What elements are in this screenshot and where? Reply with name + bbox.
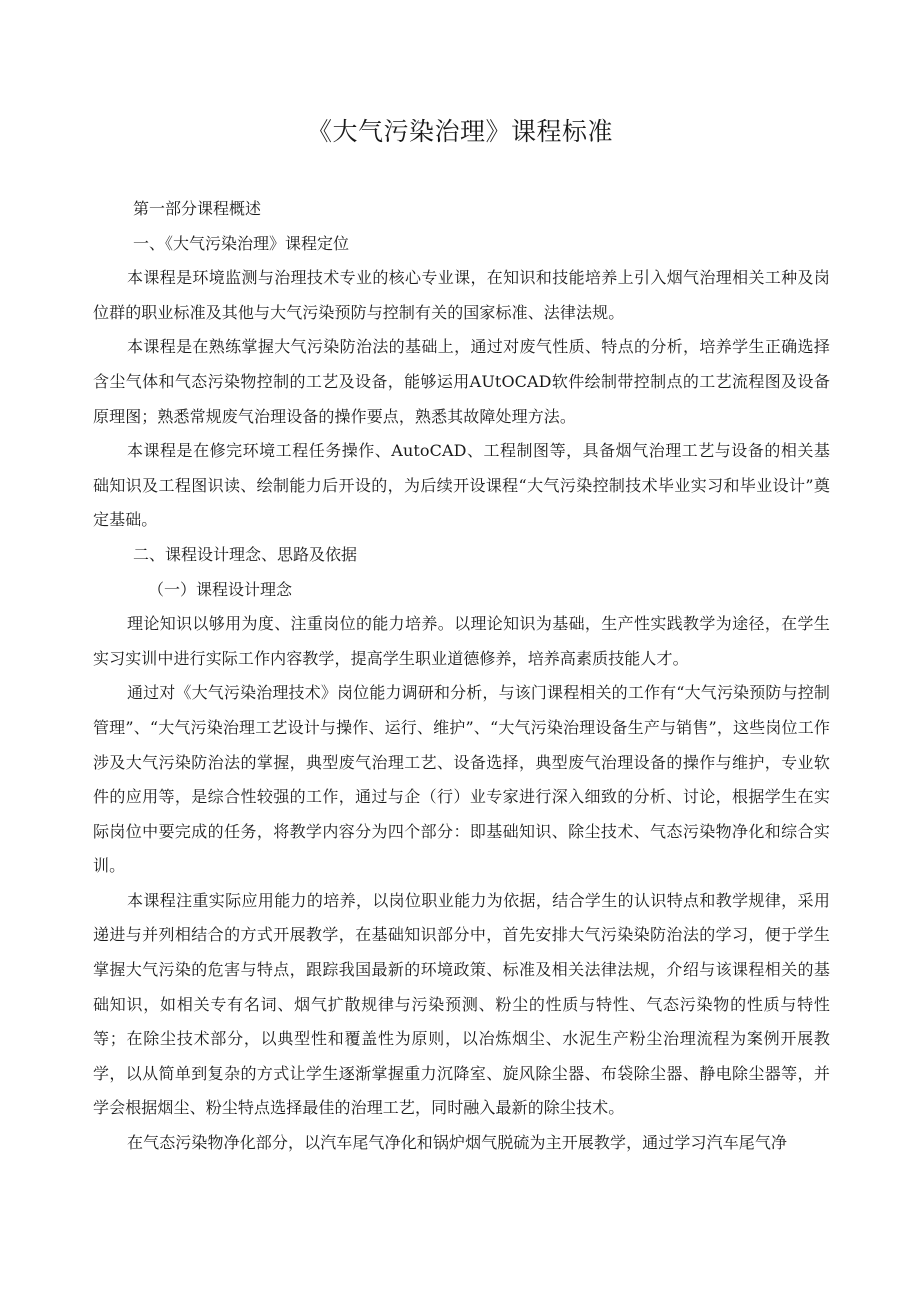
section-heading-course-positioning: 一、《大气污染治理》课程定位 <box>133 233 350 253</box>
section-heading-design-concept: 二、课程设计理念、思路及依据 <box>133 544 358 564</box>
paragraph: 理论知识以够用为度、注重岗位的能力培养。以理论知识为基础，生产性实践教学为途径，在学生实习实训中进行实际工作内容教学，提高学生职业道德修养，培养高素质技能人才。 <box>93 614 830 668</box>
paragraph: 通过对《大气污染治理技术》岗位能力调研和分析，与该门课程相关的工作有“大气污染预防与控制管理”、“大气污染治理工艺设计与操作、运行、维护”、“大气污染治理设备生产与销售”，这些岗位工作涉及大气污染防治法的掌握，典型废气治理工艺、设备选择，典型废气治理设备的操作与维护，专业软件的应用等，是综合性较强的工作，通过与企（行）业专家进行深入细致的分析、讨论，根据学生在实际岗位中要完成的任务，将教学内容分为四个部分：即基础知识、除尘技术、气态污染物净化和综合实训。 <box>93 683 830 876</box>
part-heading: 第一部分课程概述 <box>133 199 262 218</box>
document-title: 《大气污染治理》课程标准 <box>306 117 613 146</box>
document-body <box>93 192 830 1161</box>
paragraph: 本课程是在熟练掌握大气污染防治法的基础上，通过对废气性质、特点的分析，培养学生正确选择含尘气体和气态污染物控制的工艺及设备，能够运用AUtOCAD软件绘制带控制点的工艺流程图及设备原理图；熟悉常规废气治理设备的操作要点，熟悉其故障处理方法。 <box>93 337 830 426</box>
subsection-heading: （一）课程设计理念 <box>148 579 293 599</box>
paragraph: 本课程是在修完环境工程任务操作、AutoCAD、工程制图等，具备烟气治理工艺与设备的相关基础知识及工程图识读、绘制能力后开设的，为后续开设课程“大气污染控制技术毕业实习和毕业设计”奠定基础。 <box>93 441 830 530</box>
paragraph: 在气态污染物净化部分，以汽车尾气净化和锅炉烟气脱硫为主开展教学，通过学习汽车尾气净 <box>127 1133 788 1153</box>
paragraph: 本课程是环境监测与治理技术专业的核心专业课，在知识和技能培养上引入烟气治理相关工种及岗位群的职业标准及其他与大气污染预防与控制有关的国家标准、法律法规。 <box>93 268 830 322</box>
paragraph: 本课程注重实际应用能力的培养，以岗位职业能力为依据，结合学生的认识特点和教学规律，采用递进与并列相结合的方式开展教学，在基础知识部分中，首先安排大气污染染防治法的学习，便于学生掌握大气污染的危害与特点，跟踪我国最新的环境政策、标准及相关法律法规，介绍与该课程相关的基础知识，如相关专有名词、烟气扩散规律与污染预测、粉尘的性质与特性、气态污染物的性质与特性等；在除尘技术部分，以典型性和覆盖性为原则，以冶炼烟尘、水泥生产粉尘治理流程为案例开展教学，以从简单到复杂的方式让学生逐渐掌握重力沉降室、旋风除尘器、布袋除尘器、静电除尘器等，并学会根据烟尘、粉尘特点选择最佳的治理工艺，同时融入最新的除尘技术。 <box>93 890 830 1118</box>
